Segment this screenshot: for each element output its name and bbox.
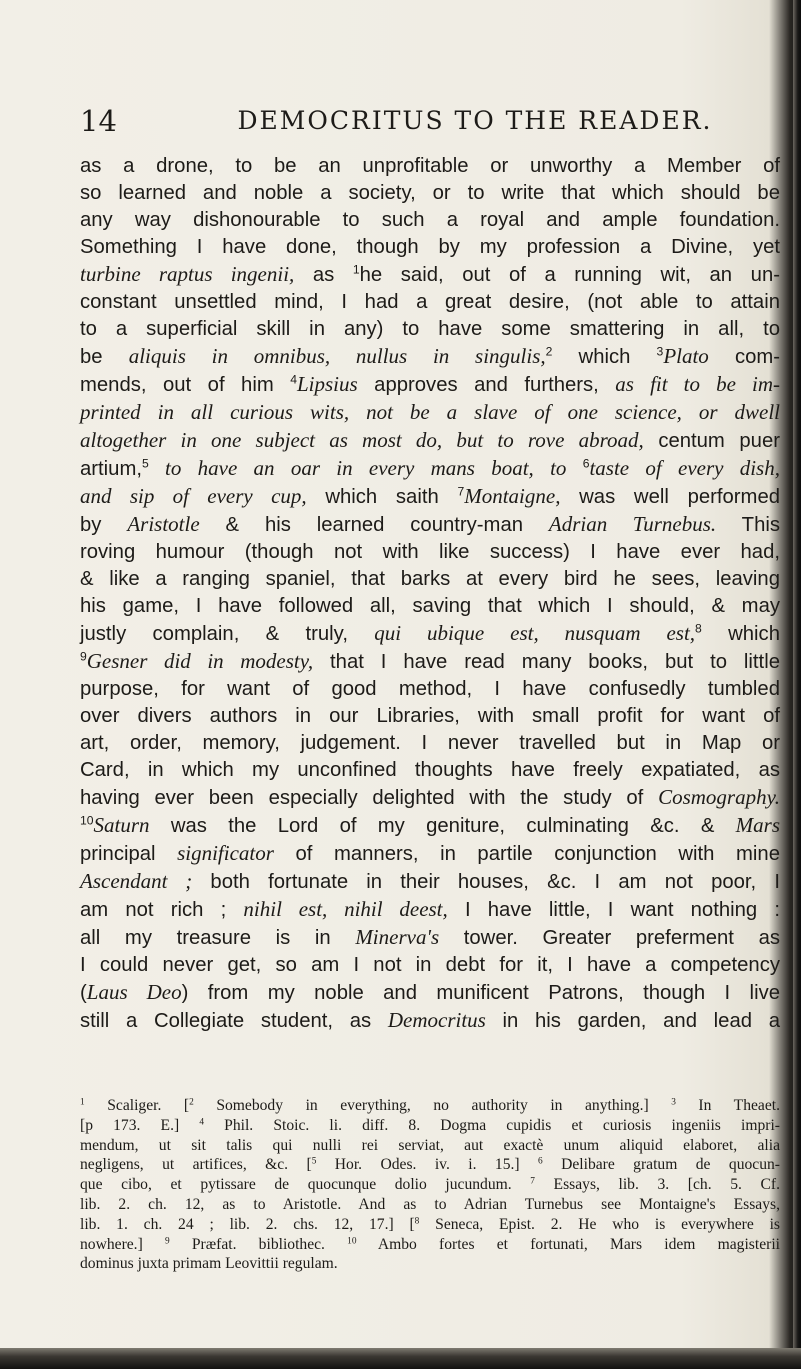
text-line: any way dishonourable to such a royal and ample foundation. [80,209,780,231]
text-line: mends, out of him $^4$Lipsius approves and furthers, as fit to be im- [80,372,781,396]
text-line: turbine raptus ingenii, as $^1$he said, out of a running wit, an un- [80,262,780,286]
text-line: am not rich ; nihil est, nihil deest, I have little, I want nothing : [80,897,780,921]
text-line: art, order, memory, judgement. I never travelled but in Map or [80,732,780,754]
page-bottom-edge [0,1348,801,1369]
footnote-ref: 3 [656,344,664,359]
footnote-ref: 8 [695,621,702,636]
footnote-ref: 9 [80,649,87,664]
footnote-line: nowhere.] $^9$ Præfat. bibliothec. $^{10}$ Ambo fortes et fortunati, Mars idem magisterii [80,1235,780,1253]
text-line: be aliquis in omnibus, nullus in singulis,$^2$ which $^3$Plato com- [80,344,781,368]
footnote-line: negligens, ut artifices, &c. [$^5$ Hor. Odes. iv. i. 15.] $^6$ Delibare gratum de quocun- [80,1156,780,1174]
text-line: as a drone, to be an unprofitable or unworthy a Member of [80,155,780,177]
text-line: roving humour (though not with like success) I have ever had, [80,541,780,563]
footnote-line: $^1$ Scaliger. [$^2$ Somebody in everything, no authority in anything.] $^3$ In Theaet. [80,1097,780,1114]
text-line: purpose, for want of good method, I have confusedly tumbled [80,678,780,700]
footnote-ref: 2 [545,344,553,359]
text-line: $^9$Gesner did in modesty, that I have read many books, but to little [80,649,780,673]
footnote-ref: 4 [290,372,297,387]
text-line: $^{10}$Saturn was the Lord of my geniture, culminating &c. & Mars [80,813,780,837]
footnote-line: mendum, ut sit talis qui nulli rei serviat, aut exactè unum aliquid elaboret, alia [80,1136,780,1154]
text-line: so learned and noble a society, or to write that which should be [80,182,780,204]
text-line: I could never get, so am I not in debt for it, I have a competency [80,954,780,976]
footnote-ref: 7 [457,484,465,499]
text-line: justly complain, & truly, qui ubique est, nusquam est,$^8$ which [80,621,780,645]
text-line: (Laus Deo) from my noble and munificent Patrons, though I live [80,980,780,1004]
text-line: altogether in one subject as most do, but to rove abroad, centum puer [80,428,780,452]
text-line: & like a ranging spaniel, that barks at every bird he sees, leaving [80,568,780,590]
text-line: all my treasure is in Minerva's tower. Greater preferment as [80,925,780,949]
page-edge-shadow [793,0,801,1369]
text-line: still a Collegiate student, as Democritus in his garden, and lead a [80,1008,780,1032]
footnote-line: lib. 1. ch. 24 ; lib. 2. chs. 12, 17.] [$^8$ Seneca, Epist. 2. He who is everywhere is [80,1215,780,1233]
main-text [80,153,780,1035]
text-line: constant unsettled mind, I had a great desire, (not able to attain [80,291,780,313]
text-line: his game, I have followed all, saving that which I should, & may [80,595,780,617]
footnote-line: dominus juxta primam Leovittii regulam. [80,1255,338,1273]
footnote-line: lib. 2. ch. 12, as to Aristotle. And as to Adrian Turnebus see Montaigne's Essays, [80,1195,780,1213]
text-line: over divers authors in our Libraries, with small profit for want of [80,705,780,727]
running-head [80,104,780,138]
footnote-line: [p 173. E.] $^4$ Phil. Stoic. li. diff. 8. Dogma cupidis et curiosis ingeniis impri- [80,1116,780,1134]
page-number: 14 [80,104,117,138]
footnotes [80,1096,780,1274]
running-title: DEMOCRITUS TO THE READER. [237,106,713,135]
footnote-ref: 1 [352,262,360,277]
text-line: having ever been especially delighted with the study of Cosmography. [80,785,780,809]
text-line: Something I have done, though by my profession a Divine, yet [80,236,780,258]
footnote-ref: 10 [80,813,94,828]
text-line: to a superficial skill in any) to have some smattering in all, to [80,318,780,340]
text-line: principal significator of manners, in partile conjunction with mine [80,841,780,865]
footnote-line: que cibo, et pytissare de quocunque dolio jucundum. $^7$ Essays, lib. 3. [ch. 5. Cf. [80,1176,780,1194]
text-line: Ascendant ; both fortunate in their houses, &c. I am not poor, I [80,869,780,893]
text-line: artium,$^5$ to have an oar in every mans boat, to $^6$taste of every dish, [80,456,780,480]
text-line: Card, in which my unconfined thoughts have freely expatiated, as [80,759,780,781]
text-line: printed in all curious wits, not be a slave of one science, or dwell [80,400,780,424]
text-line: by Aristotle & his learned country-man Adrian Turnebus. This [80,512,781,536]
footnote-ref: 5 [141,456,149,471]
footnote-ref: 6 [582,456,590,471]
text-line: and sip of every cup, which saith $^7$Montaigne, was well performed [80,484,780,508]
